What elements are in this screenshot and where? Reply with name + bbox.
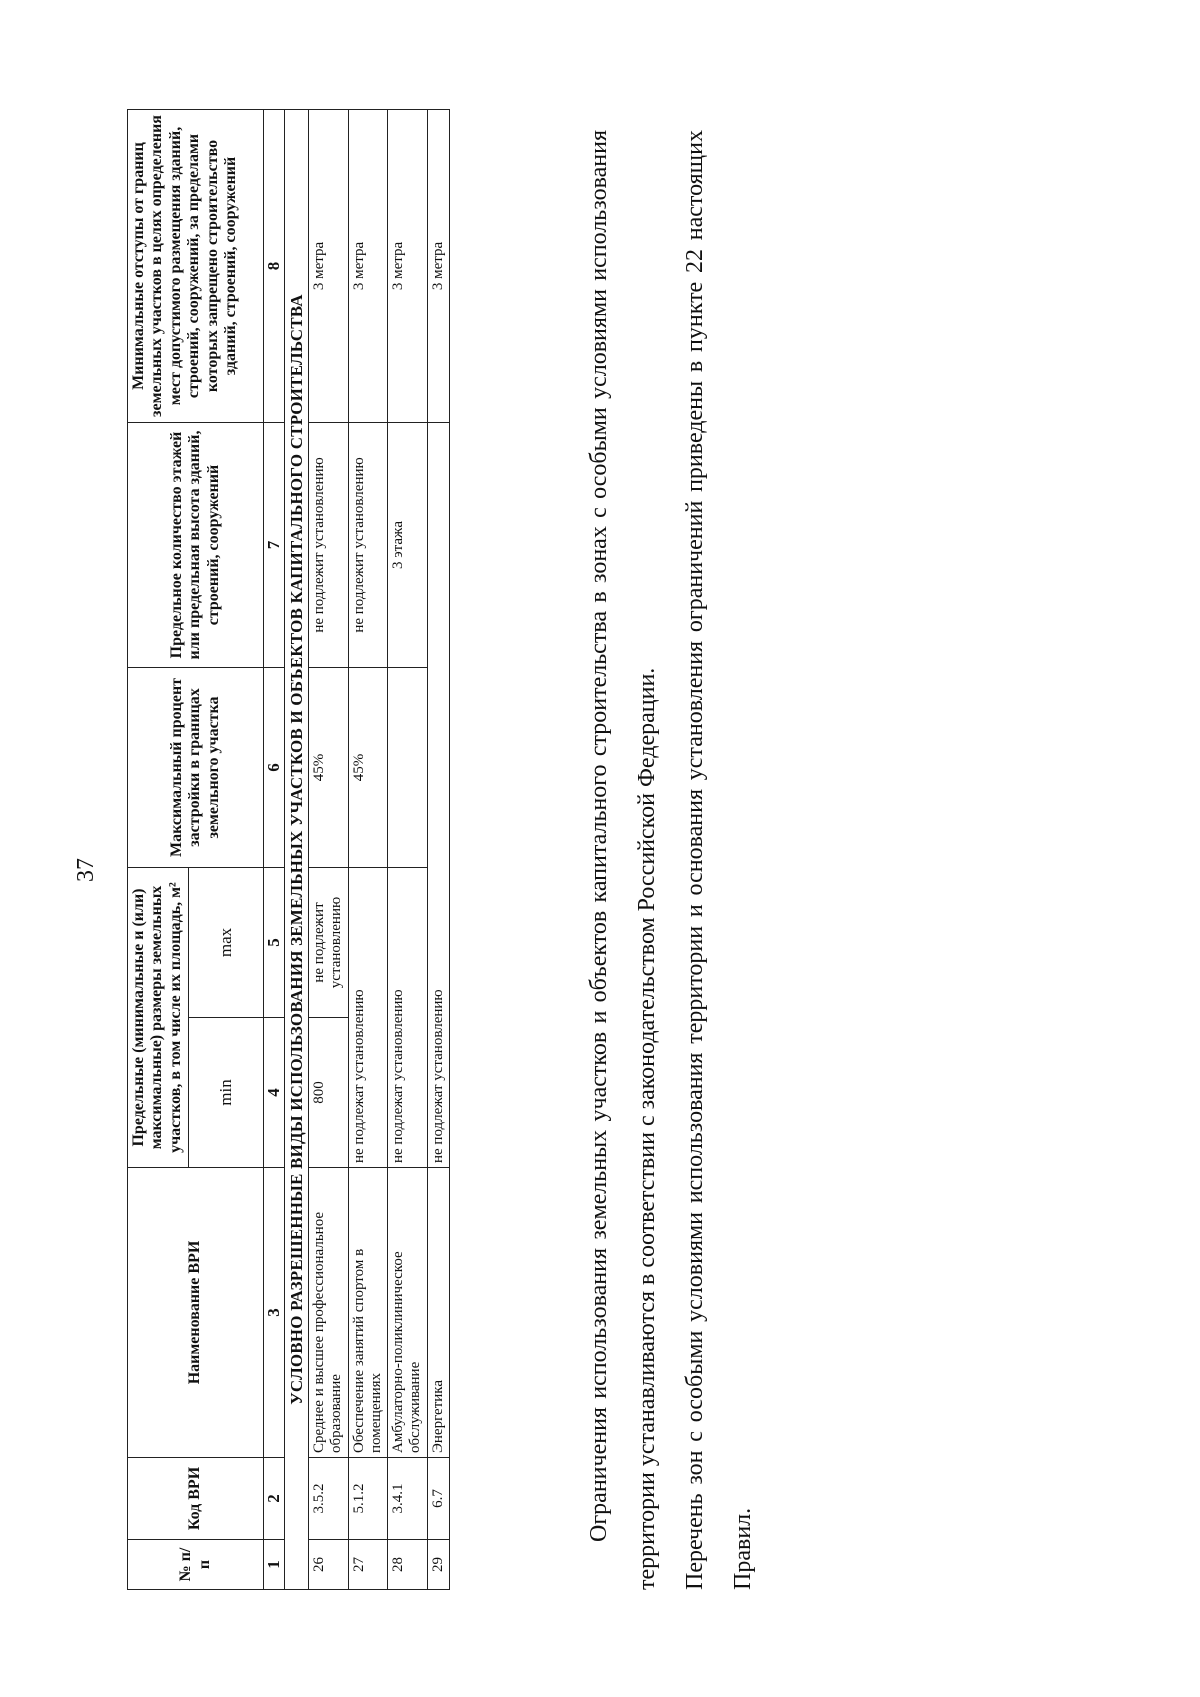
row-code: 3.5.2 xyxy=(309,1458,349,1540)
row-num: 28 xyxy=(388,1540,428,1590)
table-row xyxy=(348,109,388,1589)
paragraph-text: Перечень зон с особыми условиями использования территории и основания установления ограничений приведены в пункте 22 настоящих Правил. xyxy=(682,130,756,1590)
table-row xyxy=(309,109,349,1589)
row-num: 29 xyxy=(427,1540,449,1590)
row-min: 800 xyxy=(309,1018,349,1168)
header-code: Код ВРИ xyxy=(128,1458,264,1540)
table-row xyxy=(388,109,428,1589)
col-number: 3 xyxy=(264,1168,285,1458)
row-floors: не подлежит установлению xyxy=(348,422,388,667)
row-name: Среднее и высшее профессиональное образование xyxy=(309,1168,349,1458)
row-percent xyxy=(388,667,428,867)
header-sizes: Предельные (минимальные и (или) максимальные) размеры земельных участков, в том числе их площадь, м² xyxy=(128,867,189,1167)
row-floors: не подлежит установлению xyxy=(309,422,349,667)
col-number: 4 xyxy=(264,1018,285,1168)
section-title: УСЛОВНО РАЗРЕШЕННЫЕ ВИДЫ ИСПОЛЬЗОВАНИЯ ЗЕМЕЛЬНЫХ УЧАСТКОВ И ОБЪЕКТОВ КАПИТАЛЬНОГО СТРОИТЕЛЬСТВА xyxy=(284,109,309,1589)
header-floors: Предельное количество этажей или предельная высота зданий, строений, сооружений xyxy=(128,422,264,667)
col-number: 2 xyxy=(264,1458,285,1540)
row-percent: 45% xyxy=(348,667,388,867)
row-minmax: не подлежат установлению xyxy=(427,422,449,1167)
row-minmax: не подлежат установлению xyxy=(348,867,388,1167)
row-name: Энергетика xyxy=(427,1168,449,1458)
row-code: 6.7 xyxy=(427,1458,449,1540)
regulations-table xyxy=(127,109,450,1590)
row-setback: 3 метра xyxy=(348,109,388,422)
page-number: 37 xyxy=(73,858,99,882)
row-setback: 3 метра xyxy=(427,109,449,422)
rotated-page xyxy=(55,90,1155,1650)
row-setback: 3 метра xyxy=(309,109,349,422)
row-percent: 45% xyxy=(309,667,349,867)
row-minmax: не подлежат установлению xyxy=(388,867,428,1167)
row-code: 3.4.1 xyxy=(388,1458,428,1540)
col-number: 8 xyxy=(264,109,285,422)
row-name: Амбулаторно-поликлиническое обслуживание xyxy=(388,1168,428,1458)
section-row xyxy=(284,109,309,1589)
paragraph-restrictions xyxy=(575,130,767,1590)
header-max: max xyxy=(189,867,264,1017)
col-number: 5 xyxy=(264,867,285,1017)
header-setbacks: Минимальные отступы от границ земельных участков в целях определения мест допустимого размещения зданий, строений, сооружений, за пределами которых запрещено строительство зданий, строений, сооружений xyxy=(128,109,264,422)
header-min: min xyxy=(189,1018,264,1168)
row-setback: 3 метра xyxy=(388,109,428,422)
table-row xyxy=(427,109,449,1589)
row-max: не подлежит установлению xyxy=(309,867,349,1017)
paragraph-text: Ограничения использования земельных участков и объектов капитального строительства в зонах с особыми условиями использования территории устанавливаются в соответствии с законодательством Российской Федерации. xyxy=(586,130,660,1590)
col-number: 7 xyxy=(264,422,285,667)
header-name: Наименование ВРИ xyxy=(128,1168,264,1458)
col-number: 1 xyxy=(264,1540,285,1590)
header-num: № п/п xyxy=(128,1540,264,1590)
row-code: 5.1.2 xyxy=(348,1458,388,1540)
header-percent: Максимальный процент застройки в границах земельного участка xyxy=(128,667,264,867)
row-name: Обеспечение занятий спортом в помещениях xyxy=(348,1168,388,1458)
row-num: 26 xyxy=(309,1540,349,1590)
column-number-row xyxy=(264,109,285,1589)
row-floors: 3 этажа xyxy=(388,422,428,667)
row-num: 27 xyxy=(348,1540,388,1590)
header-row xyxy=(128,109,189,1589)
col-number: 6 xyxy=(264,667,285,867)
